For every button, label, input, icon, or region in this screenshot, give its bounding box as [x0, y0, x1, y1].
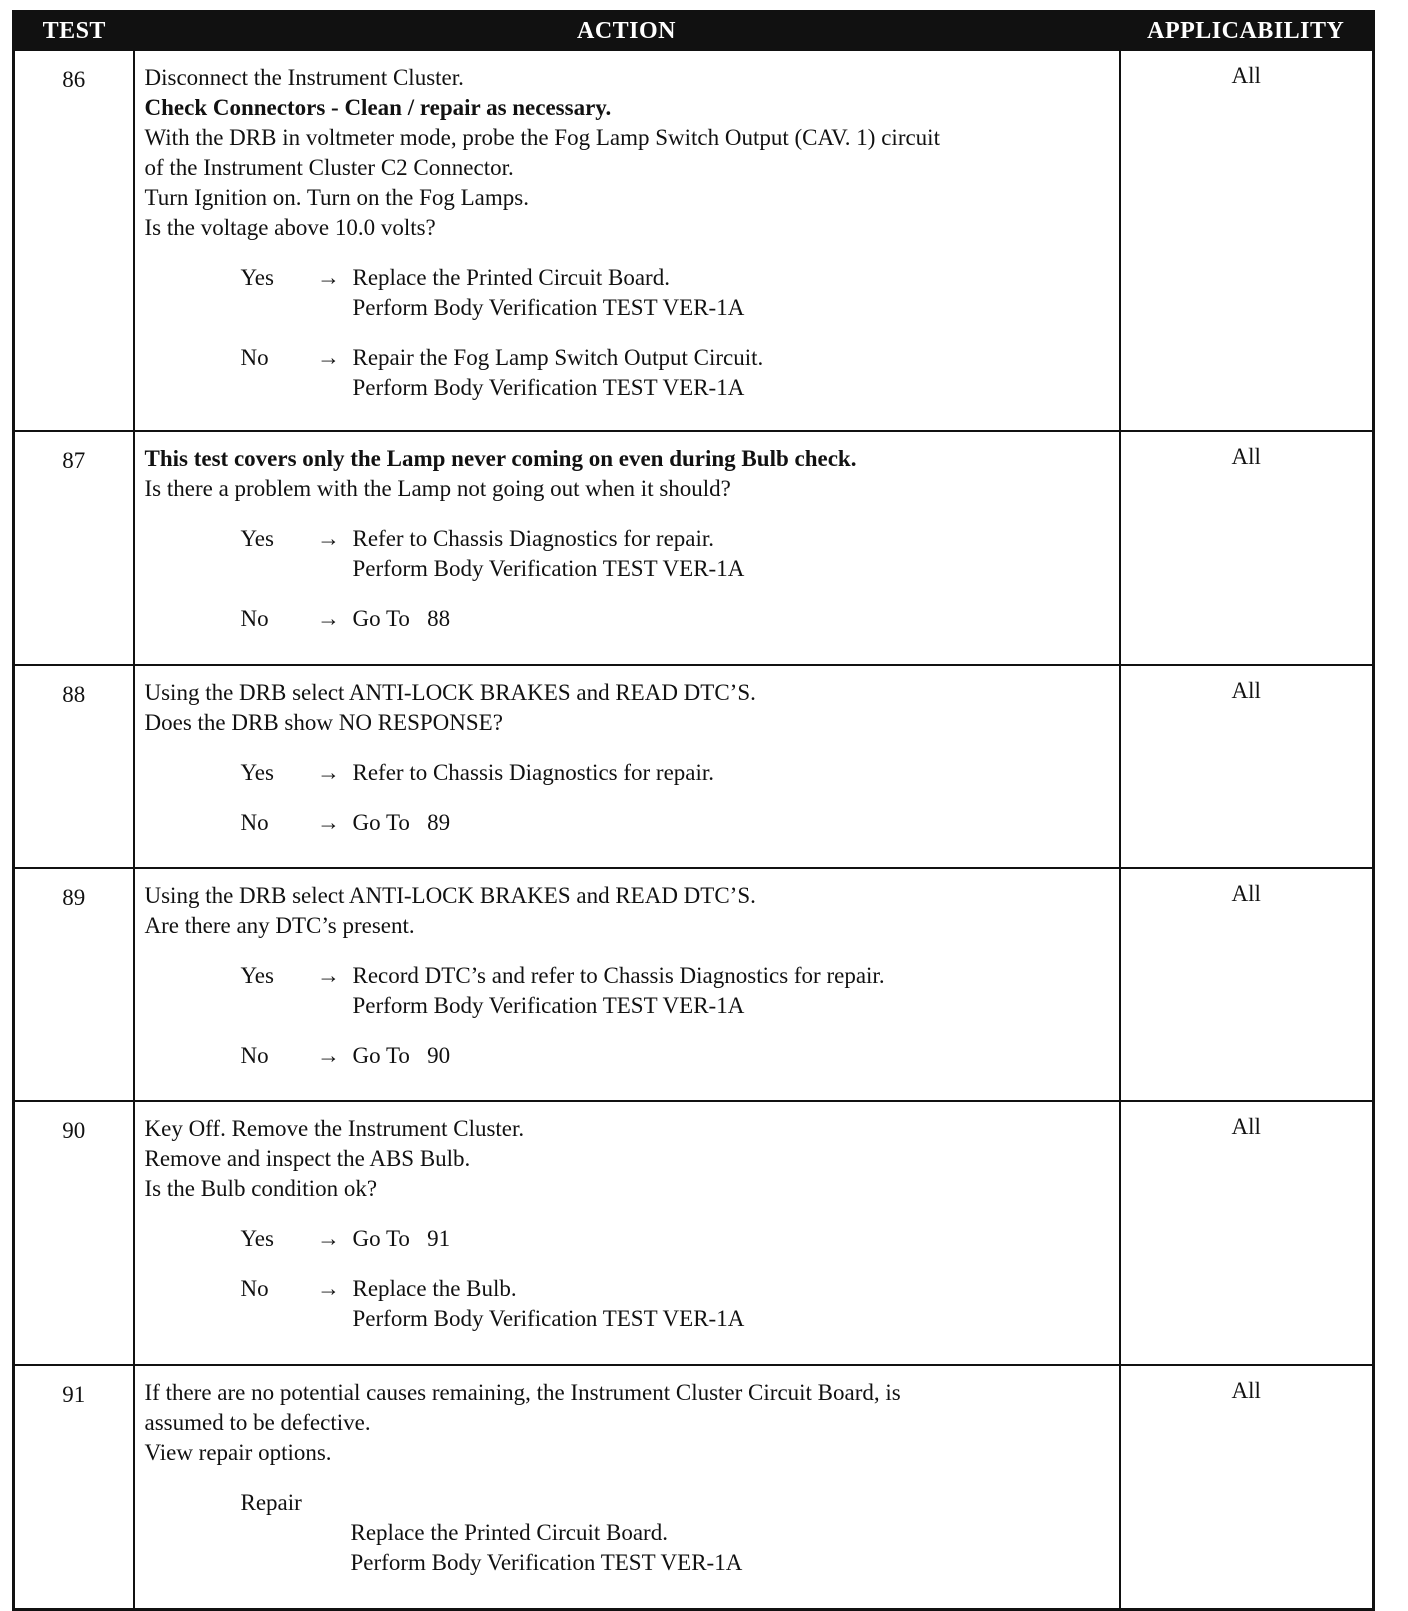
arrow-icon: → [317, 345, 340, 370]
no-result: Replace the Bulb. [352, 1276, 517, 1301]
action-line: Remove and inspect the ABS Bulb. [144, 1146, 471, 1171]
arrow-icon: → [317, 265, 340, 290]
test-applicability: All [1120, 1365, 1374, 1610]
no-branch [241, 1274, 1111, 1334]
yes-branch [241, 961, 1111, 1021]
yes-branch [241, 758, 1111, 788]
arrow-icon: → [317, 606, 340, 631]
no-label: No [240, 1276, 269, 1301]
test-number: 89 [14, 868, 134, 1101]
action-line: Using the DRB select ANTI-LOCK BRAKES and READ DTC’S. [144, 883, 756, 908]
no-branch [241, 604, 1111, 634]
repair-label: Repair [240, 1490, 302, 1515]
action-line: assumed to be defective. [144, 1410, 371, 1435]
test-row-90 [14, 1101, 1374, 1365]
yes-label: Yes [240, 963, 274, 988]
yes-branch [241, 263, 1111, 323]
test-action [134, 431, 1120, 665]
yes-result: Perform Body Verification TEST VER-1A [352, 993, 745, 1018]
action-line: With the DRB in voltmeter mode, probe the Fog Lamp Switch Output (CAV. 1) circuit [144, 125, 940, 150]
no-label: No [240, 606, 269, 631]
test-number: 86 [14, 50, 134, 431]
go-to-link[interactable]: Go To 91 [352, 1226, 451, 1251]
no-result: Perform Body Verification TEST VER-1A [352, 375, 745, 400]
test-row-88 [14, 665, 1374, 868]
action-line: Turn Ignition on. Turn on the Fog Lamps. [144, 185, 529, 210]
no-result: Repair the Fog Lamp Switch Output Circuit. [352, 345, 764, 370]
action-line: Are there any DTC’s present. [144, 913, 415, 938]
test-number: 91 [14, 1365, 134, 1610]
action-line: Key Off. Remove the Instrument Cluster. [144, 1116, 525, 1141]
action-line: Does the DRB show NO RESPONSE? [144, 710, 503, 735]
no-result: Perform Body Verification TEST VER-1A [352, 1306, 745, 1331]
test-action [134, 50, 1120, 431]
go-to-link[interactable]: Go To 90 [352, 1043, 451, 1068]
test-action [134, 1101, 1120, 1365]
test-action [134, 665, 1120, 868]
test-row-86 [14, 50, 1374, 431]
no-branch [241, 808, 1111, 838]
test-action [134, 868, 1120, 1101]
go-to-link[interactable]: Go To 89 [352, 810, 451, 835]
yes-label: Yes [240, 265, 274, 290]
test-number: 90 [14, 1101, 134, 1365]
test-applicability: All [1120, 1101, 1374, 1365]
no-branch [241, 343, 1111, 403]
yes-result: Refer to Chassis Diagnostics for repair. [352, 760, 715, 785]
action-line-bold: Check Connectors - Clean / repair as necessary. [144, 95, 612, 120]
yes-label: Yes [240, 1226, 274, 1251]
go-to-link[interactable]: Go To 88 [352, 606, 451, 631]
no-label: No [240, 810, 269, 835]
test-row-91 [14, 1365, 1374, 1610]
action-line-bold: This test covers only the Lamp never coming on even during Bulb check. [144, 446, 857, 471]
action-line: Using the DRB select ANTI-LOCK BRAKES and READ DTC’S. [144, 680, 756, 705]
yes-result: Replace the Printed Circuit Board. [352, 265, 670, 290]
action-line: Is the Bulb condition ok? [144, 1176, 378, 1201]
yes-result: Perform Body Verification TEST VER-1A [352, 556, 745, 581]
test-row-87 [14, 431, 1374, 665]
yes-result: Perform Body Verification TEST VER-1A [352, 295, 745, 320]
no-branch [241, 1041, 1111, 1071]
test-applicability: All [1120, 868, 1374, 1101]
repair-result: Replace the Printed Circuit Board. [350, 1520, 668, 1545]
no-label: No [240, 345, 269, 370]
arrow-icon: → [317, 760, 340, 785]
test-action [134, 1365, 1120, 1610]
action-line: Disconnect the Instrument Cluster. [144, 65, 464, 90]
repair-result: Perform Body Verification TEST VER-1A [350, 1550, 743, 1575]
arrow-icon: → [317, 810, 340, 835]
arrow-icon: → [317, 1226, 340, 1251]
arrow-icon: → [317, 963, 340, 988]
yes-label: Yes [240, 526, 274, 551]
applicability-column-header: APPLICABILITY [1120, 12, 1374, 51]
test-applicability: All [1120, 50, 1374, 431]
arrow-icon: → [317, 1276, 340, 1301]
action-line: Is the voltage above 10.0 volts? [144, 215, 436, 240]
table-header-row [14, 12, 1374, 51]
action-line: of the Instrument Cluster C2 Connector. [144, 155, 514, 180]
yes-branch [241, 1224, 1111, 1254]
yes-label: Yes [240, 760, 274, 785]
action-line: If there are no potential causes remaining, the Instrument Cluster Circuit Board, is [144, 1380, 901, 1405]
test-number: 88 [14, 665, 134, 868]
test-applicability: All [1120, 665, 1374, 868]
test-applicability: All [1120, 431, 1374, 665]
no-label: No [240, 1043, 269, 1068]
diagnostic-test-table [12, 10, 1375, 1611]
action-column-header: ACTION [134, 12, 1120, 51]
yes-branch [241, 524, 1111, 584]
yes-result: Refer to Chassis Diagnostics for repair. [352, 526, 715, 551]
test-row-89 [14, 868, 1374, 1101]
yes-result: Record DTC’s and refer to Chassis Diagnostics for repair. [352, 963, 885, 988]
arrow-icon: → [317, 1043, 340, 1068]
test-column-header: TEST [14, 12, 134, 51]
action-line: Is there a problem with the Lamp not going out when it should? [144, 476, 731, 501]
action-line: View repair options. [144, 1440, 332, 1465]
test-number: 87 [14, 431, 134, 665]
arrow-icon: → [317, 526, 340, 551]
